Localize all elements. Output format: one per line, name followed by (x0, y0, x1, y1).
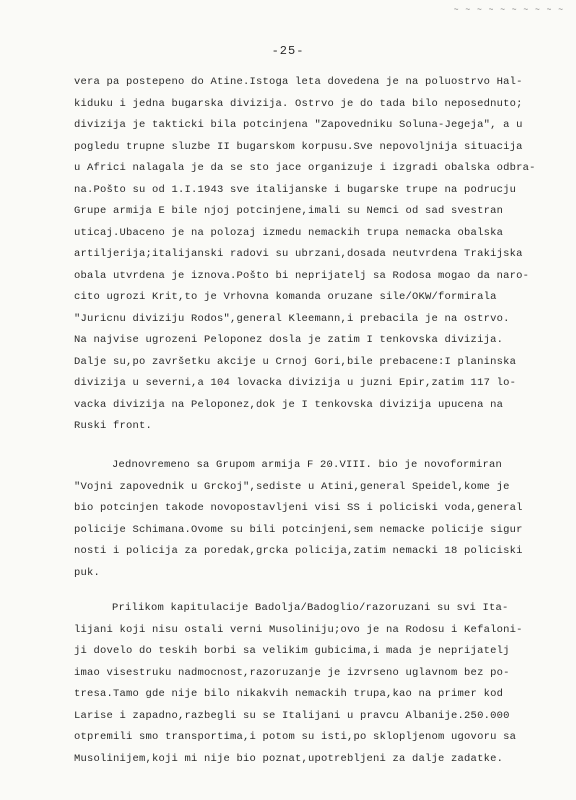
text-line: bio potcinjen takode novopostavljeni visi SS i policiski voda,general (74, 502, 523, 514)
text-line: cito ugrozi Krit,to je Vrhovna komanda oruzane sile/OKW/formirala (74, 291, 497, 303)
text-line: divizija je takticki bila potcinjena "Zapovedniku Soluna-Jegeja", a u (74, 119, 523, 131)
text-line: Larise i zapadno,razbegli su se Italijani u pravcu Albanije.250.000 (74, 710, 510, 722)
text-line: obala utvrdena je iznova.Pošto bi neprijatelj sa Rodosa mogao da naro- (74, 270, 530, 282)
text-line: Na najvise ugrozeni Peloponez dosla je zatim I tenkovska divizija. (74, 334, 504, 346)
text-line: nosti i policija za poredak,grcka policija,zatim nemacki 18 policiski (74, 545, 523, 557)
text-line: pogledu trupne sluzbe II bugarskom korpusu.Sve nepovoljnija situacija (74, 141, 523, 153)
text-line: Prilikom kapitulacije Badolja/Badoglio/razoruzani su svi Ita- (112, 602, 509, 614)
text-line: otpremili smo transportima,i potom su isti,po sklopljenom ugovoru sa (74, 731, 517, 743)
text-line: uticaj.Ubaceno je na polozaj izmedu nemackih trupa nemacka obalska (74, 227, 504, 239)
text-line: "Juricnu diviziju Rodos",general Kleemann,i prebacila je na ostrvo. (74, 313, 510, 325)
text-line: Grupe armija E bile njoj potcinjene,imali su Nemci od sad svestran (74, 205, 504, 217)
text-line: lijani koji nisu ostali verni Musoliniju;ovo je na Rodosu i Kefaloni- (74, 624, 523, 636)
text-line: puk. (74, 567, 101, 579)
text-line: Dalje su,po završetku akcije u Crnoj Gori,bile prebacene:I planinska (74, 356, 517, 368)
text-line: vera pa postepeno do Atine.Istoga leta dovedena je na poluostrvo Hal- (74, 76, 523, 88)
text-line: policije Schimana.Ovome su bili potcinjeni,sem nemacke policije sigur (74, 524, 523, 536)
text-line: Musolinijem,koji mi nije bio poznat,upotrebljeni za dalje zadatke. (74, 753, 504, 765)
text-line: u Africi nalagala je da se sto jace organizuje i izgradi obalska odbra- (74, 162, 536, 174)
text-line: ji dovelo do teskih borbi sa velikim gubicima,i mada je neprijatelj (74, 645, 510, 657)
text-line: Jednovremeno sa Grupom armija F 20.VIII. bio je novoformiran (112, 459, 503, 471)
text-line: "Vojni zapovednik u Grckoj",sediste u Atini,general Speidel,kome je (74, 481, 510, 493)
corner-mark: ~ ~ ~ ~ ~ ~ ~ ~ ~ ~ (453, 6, 564, 15)
text-line: imao visestruku nadmocnost,razoruzanje je izvrseno uglavnom bez po- (74, 667, 510, 679)
text-line: Ruski front. (74, 420, 153, 432)
text-line: artiljerija;italijanski radovi su ubrzani,dosada neutvrdena Trakijska (74, 248, 523, 260)
text-line: vacka divizija na Peloponez,dok je I tenkovska divizija upucena na (74, 399, 504, 411)
text-line: divizija u severni,a 104 lovacka divizija u juzni Epir,zatim 117 lo- (74, 377, 517, 389)
page-number: -25- (271, 44, 305, 58)
text-line: tresa.Tamo gde nije bilo nikakvih nemackih trupa,kao na primer kod (74, 688, 504, 700)
text-line: kiduku i jedna bugarska divizija. Ostrvo je do tada bilo neposednuto; (74, 98, 523, 110)
text-line: na.Pošto su od 1.I.1943 sve italijanske i bugarske trupe na podrucju (74, 184, 517, 196)
